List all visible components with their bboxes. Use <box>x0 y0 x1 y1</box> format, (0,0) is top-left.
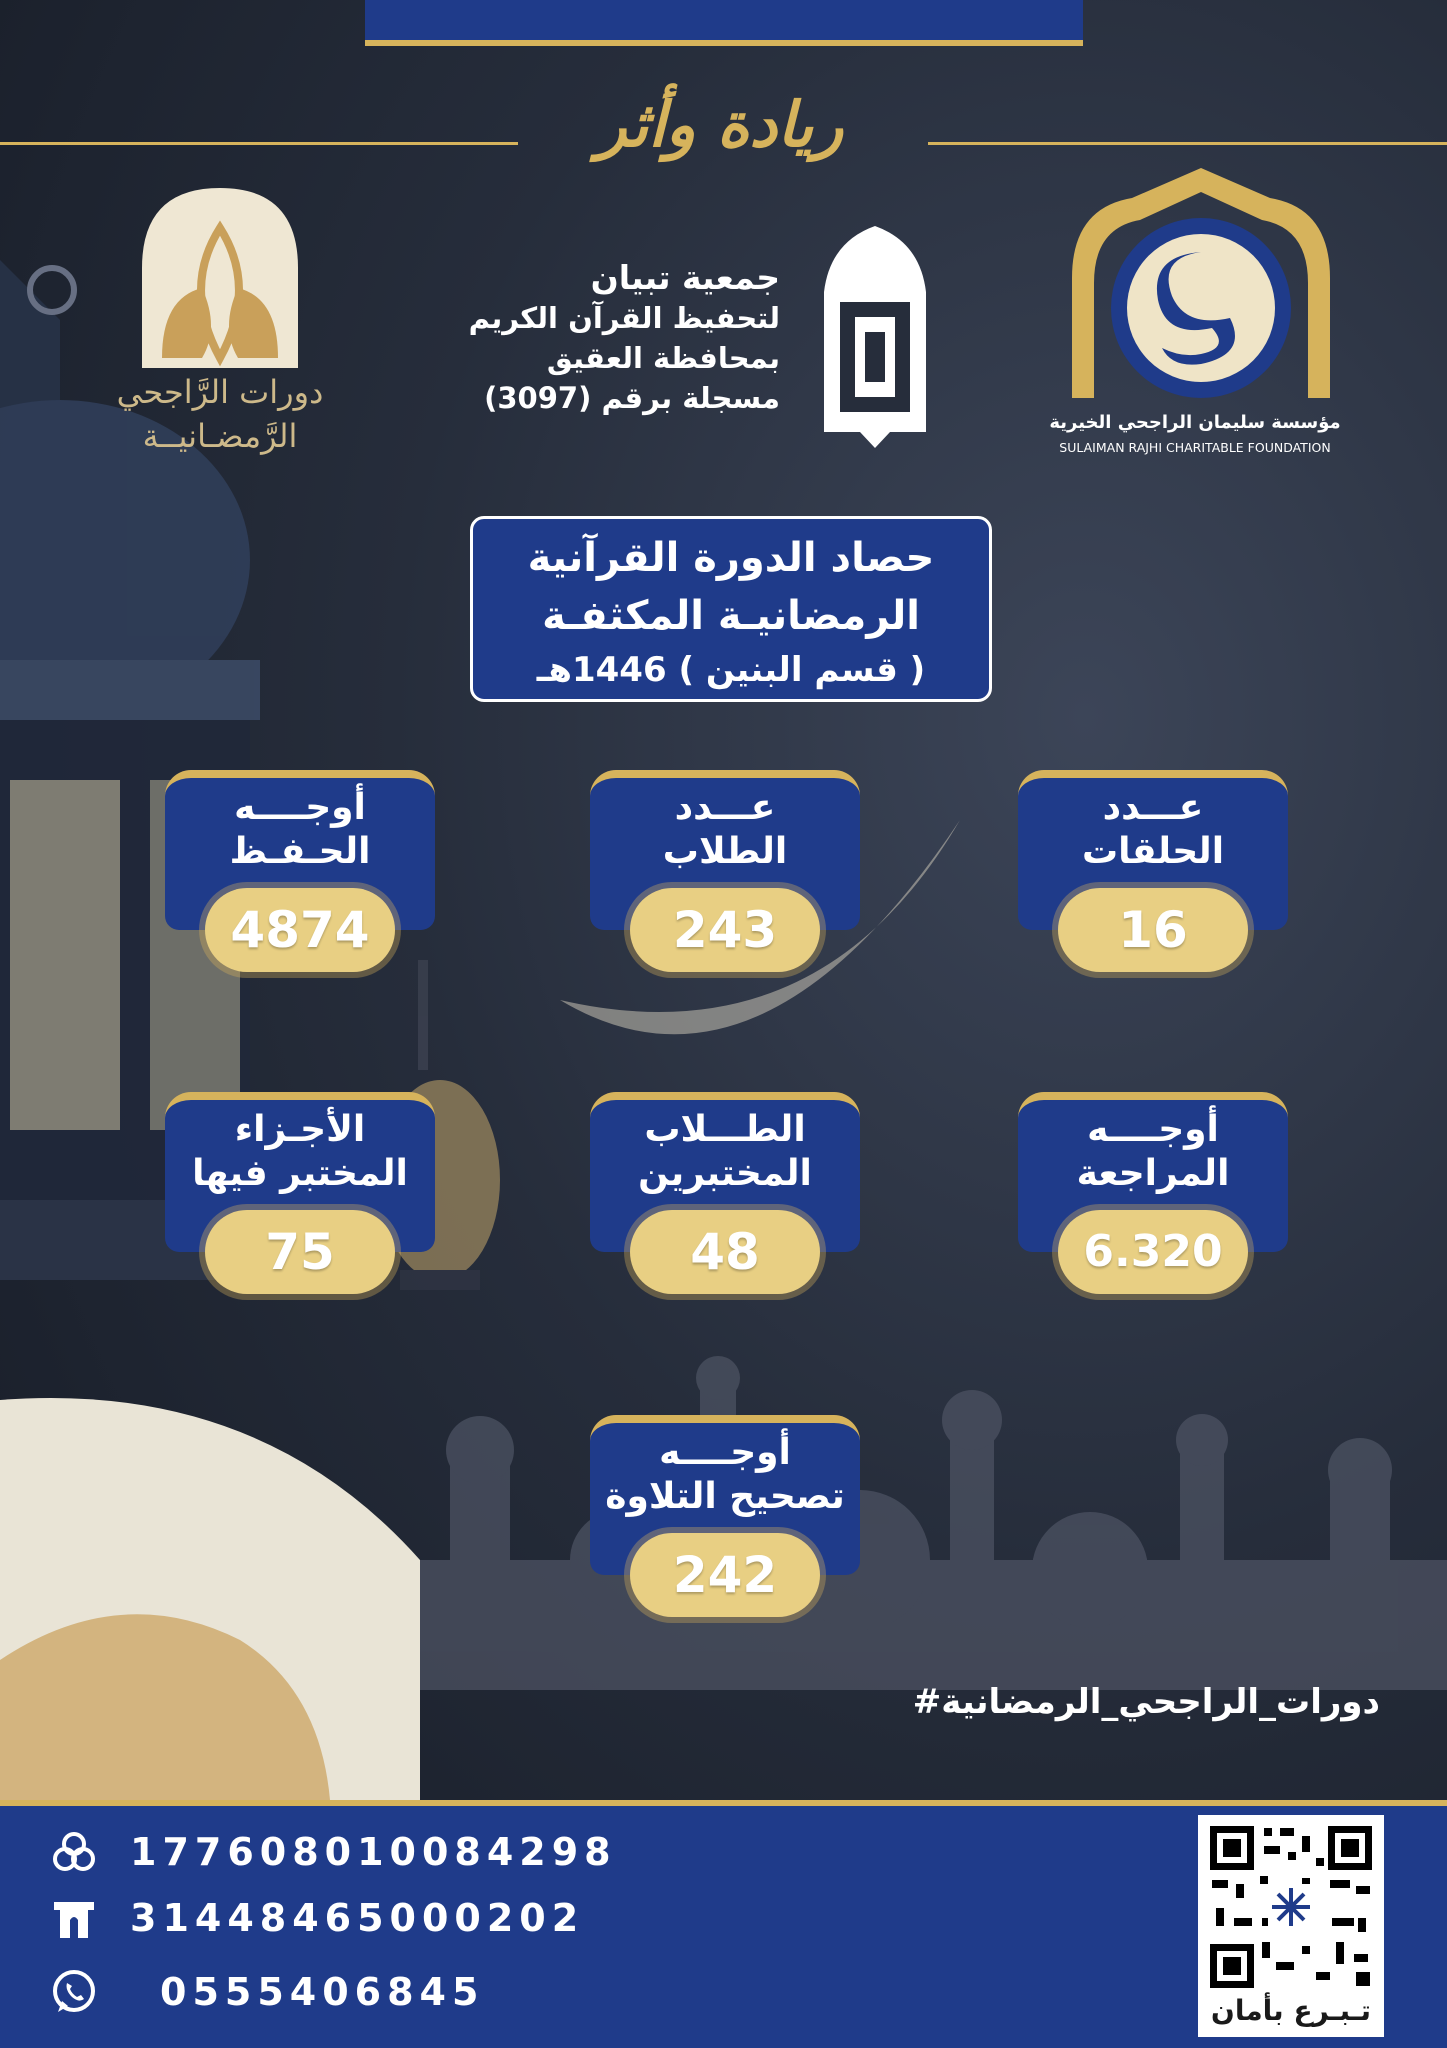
stat-value: 6.320 <box>1058 1210 1248 1294</box>
account-number[interactable]: 31448465000202 <box>130 1896 585 1940</box>
stat-label-line-1: أوجــــه <box>1087 1109 1219 1150</box>
stat-label-line-1: عـــدد <box>674 787 776 828</box>
stat-label-line-1: عـــدد <box>1102 787 1204 828</box>
stat-label <box>600 1108 850 1196</box>
stat-card-students <box>590 770 860 980</box>
alinma-bank-icon <box>50 1894 98 1942</box>
whatsapp-icon <box>50 1968 98 2016</box>
stat-label-line-2: الطلاب <box>662 831 788 872</box>
stat-value: 243 <box>630 888 820 972</box>
divider-right <box>928 142 1447 145</box>
donate-safely-label[interactable]: تـبـرع بأمان <box>1210 1994 1372 2027</box>
stat-card-tested-students <box>590 1092 860 1302</box>
stat-value: 16 <box>1058 888 1248 972</box>
stat-label-line-2: المختبرين <box>638 1153 812 1194</box>
stat-label-line-1: الطـــلاب <box>644 1109 806 1150</box>
harvest-title-box <box>470 516 992 702</box>
stat-card-review <box>1018 1092 1288 1302</box>
courses-logo-text <box>110 370 330 458</box>
stat-label-line-1: الأجـزاء <box>234 1109 366 1150</box>
stat-label-line-2: المختبر فيها <box>192 1153 408 1194</box>
contact-alinma-account <box>50 1888 610 1948</box>
tagline-calligraphy: ريادة وأثر <box>596 88 844 161</box>
stat-label <box>175 786 425 874</box>
contact-whatsapp <box>50 1962 610 2022</box>
stat-card-memorization <box>165 770 435 980</box>
tibyan-logo-icon <box>810 222 940 448</box>
alrajhi-bank-icon <box>50 1828 98 1876</box>
mosque-skyline <box>380 1356 1447 1690</box>
title-line-1: حصاد الدورة القرآنية <box>527 535 935 581</box>
divider-left <box>0 142 518 145</box>
stat-label-line-2: الحـفـظ <box>229 831 371 872</box>
foundation-name-en: SULAIMAN RAJHI CHARITABLE FOUNDATION <box>1059 440 1331 455</box>
stat-label <box>1028 786 1278 874</box>
association-registration: مسجلة برقم (3097) <box>484 381 780 415</box>
stat-value: 4874 <box>205 888 395 972</box>
stat-label-line-2: المراجعة <box>1076 1153 1230 1194</box>
hashtag[interactable]: #دورات_الراجحي_الرمضانية <box>912 1682 1380 1722</box>
stat-label-line-1: أوجــــه <box>234 787 366 828</box>
stat-label <box>1028 1108 1278 1196</box>
stat-value: 48 <box>630 1210 820 1294</box>
account-number[interactable]: 177608010084298 <box>130 1830 617 1874</box>
association-name: جمعية تبيان <box>590 258 780 297</box>
foundation-name-ar: مؤسسة سليمان الراجحي الخيرية <box>1049 412 1341 433</box>
title-line-3: ( قسم البنين ) 1446هـ <box>536 650 926 690</box>
association-location: بمحافظة العقيق <box>546 341 780 375</box>
stat-card-circles <box>1018 770 1288 980</box>
courses-logo-icon <box>132 188 308 368</box>
foundation-logo-icon <box>1062 168 1340 408</box>
association-purpose: لتحفيظ القرآن الكريم <box>468 301 780 335</box>
stat-label <box>175 1108 425 1196</box>
stat-label <box>600 1431 850 1519</box>
stat-card-recitation-correction <box>590 1415 860 1625</box>
stat-card-tested-parts <box>165 1092 435 1302</box>
stat-label-line-1: أوجــــه <box>659 1432 791 1473</box>
stat-label-line-2: الحلقات <box>1081 831 1225 872</box>
stat-label <box>600 786 850 874</box>
courses-logo-line-2: الرَّمضـانيــة <box>142 417 298 455</box>
contact-alrajhi-account <box>50 1822 617 1882</box>
association-info <box>440 258 780 418</box>
top-banner <box>365 0 1083 46</box>
stat-value: 242 <box>630 1533 820 1617</box>
donation-qr-code[interactable] <box>1206 1822 1376 1992</box>
title-line-2: الرمضانيـة المكثفـة <box>542 593 920 639</box>
courses-logo-line-1: دورات الرَّاجحي <box>116 373 324 411</box>
stat-label-line-2: تصحيح التلاوة <box>605 1476 845 1517</box>
whatsapp-number[interactable]: 0555406845 <box>160 1970 485 2014</box>
stat-value: 75 <box>205 1210 395 1294</box>
bottom-left-arch <box>0 1398 420 1800</box>
